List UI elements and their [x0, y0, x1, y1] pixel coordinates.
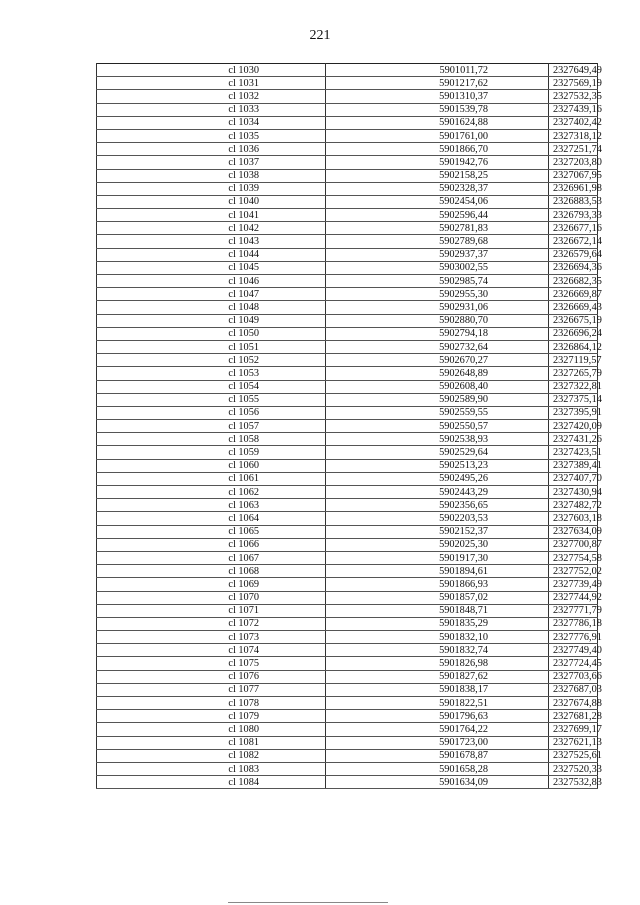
point-id-cell: cl 1083: [97, 762, 326, 775]
x-coordinate-cell: 5903002,55: [326, 261, 549, 274]
y-coordinate-cell: 2326864,12: [549, 340, 598, 353]
table-row: [97, 77, 598, 90]
table-row: [97, 578, 598, 591]
table-row: [97, 156, 598, 169]
table-row: [97, 195, 598, 208]
table-row: [97, 380, 598, 393]
x-coordinate-cell: 5901011,72: [326, 64, 549, 77]
x-coordinate-cell: 5902550,57: [326, 420, 549, 433]
point-id-cell: cl 1076: [97, 670, 326, 683]
point-id-cell: cl 1047: [97, 288, 326, 301]
x-coordinate-cell: 5901826,98: [326, 657, 549, 670]
point-id-cell: cl 1062: [97, 486, 326, 499]
y-coordinate-cell: 2327749,40: [549, 644, 598, 657]
table-row: [97, 749, 598, 762]
point-id-cell: cl 1055: [97, 393, 326, 406]
point-id-cell: cl 1052: [97, 354, 326, 367]
y-coordinate-cell: 2327322,81: [549, 380, 598, 393]
table-row: [97, 631, 598, 644]
table-row: [97, 776, 598, 789]
y-coordinate-cell: 2327776,91: [549, 631, 598, 644]
point-id-cell: cl 1079: [97, 710, 326, 723]
x-coordinate-cell: 5901832,74: [326, 644, 549, 657]
x-coordinate-cell: 5901917,30: [326, 551, 549, 564]
y-coordinate-cell: 2326669,43: [549, 301, 598, 314]
table-row: [97, 393, 598, 406]
y-coordinate-cell: 2327067,95: [549, 169, 598, 182]
y-coordinate-cell: 2326694,36: [549, 261, 598, 274]
y-coordinate-cell: 2327431,26: [549, 433, 598, 446]
x-coordinate-cell: 5901539,78: [326, 103, 549, 116]
y-coordinate-cell: 2327439,16: [549, 103, 598, 116]
y-coordinate-cell: 2327621,13: [549, 736, 598, 749]
point-id-cell: cl 1032: [97, 90, 326, 103]
table-row: [97, 551, 598, 564]
x-coordinate-cell: 5902443,29: [326, 486, 549, 499]
point-id-cell: cl 1065: [97, 525, 326, 538]
table-row: [97, 340, 598, 353]
x-coordinate-cell: 5901217,62: [326, 77, 549, 90]
x-coordinate-cell: 5901796,63: [326, 710, 549, 723]
point-id-cell: cl 1049: [97, 314, 326, 327]
y-coordinate-cell: 2327700,87: [549, 538, 598, 551]
point-id-cell: cl 1068: [97, 565, 326, 578]
table-row: [97, 354, 598, 367]
y-coordinate-cell: 2327724,45: [549, 657, 598, 670]
y-coordinate-cell: 2327687,03: [549, 683, 598, 696]
point-id-cell: cl 1040: [97, 195, 326, 208]
x-coordinate-cell: 5901764,22: [326, 723, 549, 736]
point-id-cell: cl 1080: [97, 723, 326, 736]
x-coordinate-cell: 5902513,23: [326, 459, 549, 472]
x-coordinate-cell: 5901832,10: [326, 631, 549, 644]
y-coordinate-cell: 2327482,72: [549, 499, 598, 512]
y-coordinate-cell: 2327569,19: [549, 77, 598, 90]
table-row: [97, 222, 598, 235]
y-coordinate-cell: 2326669,87: [549, 288, 598, 301]
point-id-cell: cl 1075: [97, 657, 326, 670]
point-id-cell: cl 1048: [97, 301, 326, 314]
x-coordinate-cell: 5901658,28: [326, 762, 549, 775]
y-coordinate-cell: 2327203,80: [549, 156, 598, 169]
y-coordinate-cell: 2327699,17: [549, 723, 598, 736]
x-coordinate-cell: 5902356,65: [326, 499, 549, 512]
x-coordinate-cell: 5901866,93: [326, 578, 549, 591]
y-coordinate-cell: 2326961,98: [549, 182, 598, 195]
table-row: [97, 723, 598, 736]
point-id-cell: cl 1036: [97, 143, 326, 156]
point-id-cell: cl 1054: [97, 380, 326, 393]
x-coordinate-cell: 5902025,30: [326, 538, 549, 551]
point-id-cell: cl 1064: [97, 512, 326, 525]
x-coordinate-cell: 5901866,70: [326, 143, 549, 156]
point-id-cell: cl 1059: [97, 446, 326, 459]
table-row: [97, 129, 598, 142]
point-id-cell: cl 1038: [97, 169, 326, 182]
y-coordinate-cell: 2327375,14: [549, 393, 598, 406]
table-row: [97, 604, 598, 617]
point-id-cell: cl 1057: [97, 420, 326, 433]
y-coordinate-cell: 2327532,83: [549, 776, 598, 789]
point-id-cell: cl 1072: [97, 617, 326, 630]
y-coordinate-cell: 2327703,66: [549, 670, 598, 683]
table-row: [97, 683, 598, 696]
x-coordinate-cell: 5902880,70: [326, 314, 549, 327]
table-row: [97, 209, 598, 222]
table-row: [97, 762, 598, 775]
point-id-cell: cl 1042: [97, 222, 326, 235]
y-coordinate-cell: 2327395,91: [549, 406, 598, 419]
point-id-cell: cl 1039: [97, 182, 326, 195]
y-coordinate-cell: 2327786,18: [549, 617, 598, 630]
table-row: [97, 446, 598, 459]
y-coordinate-cell: 2327752,02: [549, 565, 598, 578]
table-row: [97, 182, 598, 195]
point-id-cell: cl 1067: [97, 551, 326, 564]
point-id-cell: cl 1070: [97, 591, 326, 604]
point-id-cell: cl 1081: [97, 736, 326, 749]
y-coordinate-cell: 2326883,53: [549, 195, 598, 208]
page-number: 221: [309, 28, 331, 43]
x-coordinate-cell: 5901827,62: [326, 670, 549, 683]
y-coordinate-cell: 2327634,09: [549, 525, 598, 538]
x-coordinate-cell: 5902985,74: [326, 275, 549, 288]
table-row: [97, 538, 598, 551]
table-row: [97, 406, 598, 419]
x-coordinate-cell: 5902648,89: [326, 367, 549, 380]
x-coordinate-cell: 5901310,37: [326, 90, 549, 103]
coordinates-table-body: [97, 64, 602, 789]
table-row: [97, 327, 598, 340]
y-coordinate-cell: 2327739,49: [549, 578, 598, 591]
table-row: [97, 670, 598, 683]
x-coordinate-cell: 5902608,40: [326, 380, 549, 393]
x-coordinate-cell: 5902732,64: [326, 340, 549, 353]
x-coordinate-cell: 5902781,83: [326, 222, 549, 235]
x-coordinate-cell: 5902152,37: [326, 525, 549, 538]
table-row: [97, 499, 598, 512]
y-coordinate-cell: 2327771,79: [549, 604, 598, 617]
point-id-cell: cl 1044: [97, 248, 326, 261]
y-coordinate-cell: 2327119,57: [549, 354, 598, 367]
x-coordinate-cell: 5902789,68: [326, 235, 549, 248]
y-coordinate-cell: 2326696,24: [549, 327, 598, 340]
point-id-cell: cl 1051: [97, 340, 326, 353]
y-coordinate-cell: 2327532,35: [549, 90, 598, 103]
x-coordinate-cell: 5902937,37: [326, 248, 549, 261]
table-row: [97, 116, 598, 129]
table-row: [97, 644, 598, 657]
y-coordinate-cell: 2327420,09: [549, 420, 598, 433]
table-row: [97, 301, 598, 314]
x-coordinate-cell: 5901942,76: [326, 156, 549, 169]
table-row: [97, 657, 598, 670]
table-row: [97, 472, 598, 485]
table-row: [97, 565, 598, 578]
y-coordinate-cell: 2326682,35: [549, 275, 598, 288]
x-coordinate-cell: 5901761,00: [326, 129, 549, 142]
x-coordinate-cell: 5901634,09: [326, 776, 549, 789]
x-coordinate-cell: 5901624,88: [326, 116, 549, 129]
table-row: [97, 420, 598, 433]
x-coordinate-cell: 5901822,51: [326, 697, 549, 710]
x-coordinate-cell: 5902538,93: [326, 433, 549, 446]
x-coordinate-cell: 5902931,06: [326, 301, 549, 314]
x-coordinate-cell: 5901894,61: [326, 565, 549, 578]
table-row: [97, 459, 598, 472]
y-coordinate-cell: 2327525,61: [549, 749, 598, 762]
table-row: [97, 512, 598, 525]
x-coordinate-cell: 5902955,30: [326, 288, 549, 301]
x-coordinate-cell: 5902559,55: [326, 406, 549, 419]
point-id-cell: cl 1033: [97, 103, 326, 116]
table-row: [97, 314, 598, 327]
point-id-cell: cl 1066: [97, 538, 326, 551]
point-id-cell: cl 1046: [97, 275, 326, 288]
table-row: [97, 525, 598, 538]
y-coordinate-cell: 2327674,88: [549, 697, 598, 710]
table-row: [97, 90, 598, 103]
point-id-cell: cl 1053: [97, 367, 326, 380]
point-id-cell: cl 1058: [97, 433, 326, 446]
x-coordinate-cell: 5902529,64: [326, 446, 549, 459]
y-coordinate-cell: 2327430,94: [549, 486, 598, 499]
y-coordinate-cell: 2327754,58: [549, 551, 598, 564]
point-id-cell: cl 1041: [97, 209, 326, 222]
table-row: [97, 275, 598, 288]
table-row: [97, 143, 598, 156]
table-row: [97, 103, 598, 116]
y-coordinate-cell: 2327407,70: [549, 472, 598, 485]
y-coordinate-cell: 2327318,12: [549, 129, 598, 142]
table-row: [97, 591, 598, 604]
x-coordinate-cell: 5902203,53: [326, 512, 549, 525]
table-row: [97, 248, 598, 261]
x-coordinate-cell: 5901857,02: [326, 591, 549, 604]
x-coordinate-cell: 5902454,06: [326, 195, 549, 208]
point-id-cell: cl 1050: [97, 327, 326, 340]
table-row: [97, 64, 598, 77]
y-coordinate-cell: 2327681,28: [549, 710, 598, 723]
y-coordinate-cell: 2327402,42: [549, 116, 598, 129]
y-coordinate-cell: 2327423,51: [549, 446, 598, 459]
table-row: [97, 367, 598, 380]
point-id-cell: cl 1037: [97, 156, 326, 169]
y-coordinate-cell: 2327520,33: [549, 762, 598, 775]
table-row: [97, 710, 598, 723]
point-id-cell: cl 1074: [97, 644, 326, 657]
y-coordinate-cell: 2327251,74: [549, 143, 598, 156]
point-id-cell: cl 1031: [97, 77, 326, 90]
table-row: [97, 235, 598, 248]
table-row: [97, 288, 598, 301]
point-id-cell: cl 1071: [97, 604, 326, 617]
table-row: [97, 261, 598, 274]
table-row: [97, 736, 598, 749]
x-coordinate-cell: 5902670,27: [326, 354, 549, 367]
x-coordinate-cell: 5901835,29: [326, 617, 549, 630]
point-id-cell: cl 1045: [97, 261, 326, 274]
point-id-cell: cl 1034: [97, 116, 326, 129]
x-coordinate-cell: 5901838,17: [326, 683, 549, 696]
point-id-cell: cl 1078: [97, 697, 326, 710]
point-id-cell: cl 1035: [97, 129, 326, 142]
point-id-cell: cl 1077: [97, 683, 326, 696]
y-coordinate-cell: 2327603,18: [549, 512, 598, 525]
y-coordinate-cell: 2326672,14: [549, 235, 598, 248]
table-row: [97, 697, 598, 710]
point-id-cell: cl 1060: [97, 459, 326, 472]
x-coordinate-cell: 5901723,00: [326, 736, 549, 749]
point-id-cell: cl 1030: [97, 64, 326, 77]
point-id-cell: cl 1063: [97, 499, 326, 512]
y-coordinate-cell: 2327389,41: [549, 459, 598, 472]
x-coordinate-cell: 5902596,44: [326, 209, 549, 222]
point-id-cell: cl 1043: [97, 235, 326, 248]
point-id-cell: cl 1082: [97, 749, 326, 762]
table-row: [97, 486, 598, 499]
y-coordinate-cell: 2327744,92: [549, 591, 598, 604]
bottom-divider: [228, 902, 388, 903]
y-coordinate-cell: 2326579,64: [549, 248, 598, 261]
x-coordinate-cell: 5902495,26: [326, 472, 549, 485]
point-id-cell: cl 1069: [97, 578, 326, 591]
x-coordinate-cell: 5902158,25: [326, 169, 549, 182]
table-row: [97, 617, 598, 630]
y-coordinate-cell: 2327265,79: [549, 367, 598, 380]
point-id-cell: cl 1056: [97, 406, 326, 419]
x-coordinate-cell: 5901848,71: [326, 604, 549, 617]
table-row: [97, 433, 598, 446]
y-coordinate-cell: 2327649,49: [549, 64, 598, 77]
point-id-cell: cl 1073: [97, 631, 326, 644]
x-coordinate-cell: 5902328,37: [326, 182, 549, 195]
point-id-cell: cl 1061: [97, 472, 326, 485]
x-coordinate-cell: 5902589,90: [326, 393, 549, 406]
table-row: [97, 169, 598, 182]
x-coordinate-cell: 5901678,87: [326, 749, 549, 762]
coordinates-table: [96, 63, 602, 789]
point-id-cell: cl 1084: [97, 776, 326, 789]
y-coordinate-cell: 2326793,33: [549, 209, 598, 222]
y-coordinate-cell: 2326677,16: [549, 222, 598, 235]
y-coordinate-cell: 2326675,19: [549, 314, 598, 327]
x-coordinate-cell: 5902794,18: [326, 327, 549, 340]
